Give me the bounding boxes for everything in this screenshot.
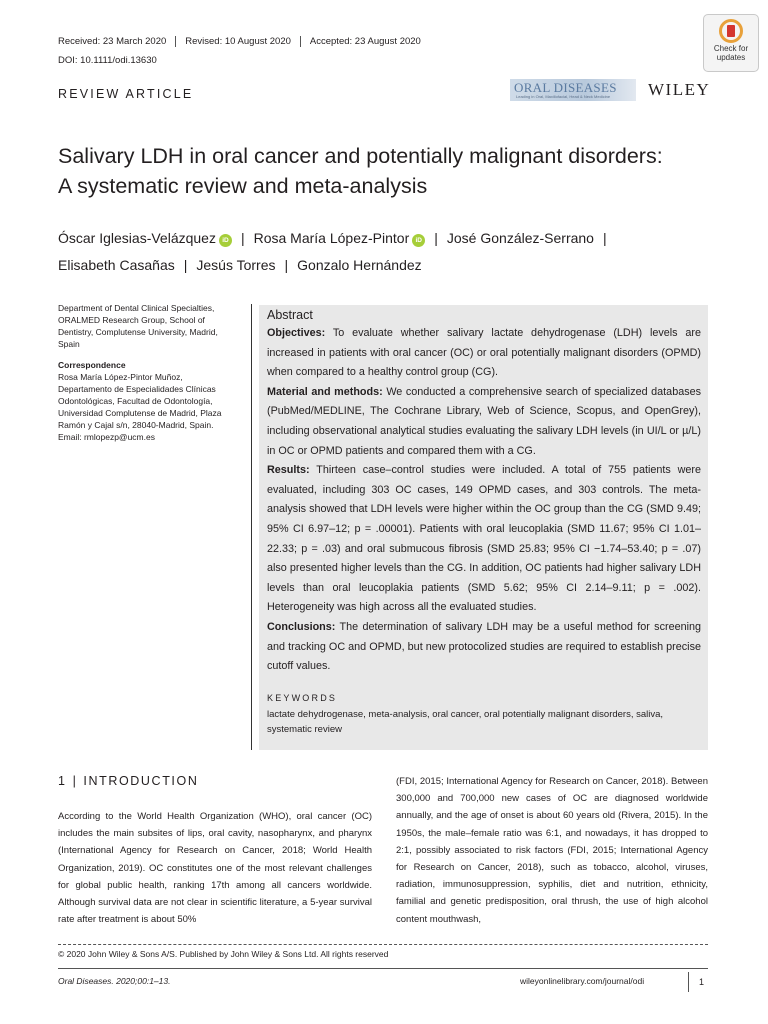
author-name[interactable]: Rosa María López-Pintor: [253, 230, 410, 246]
section-number: 1: [58, 774, 67, 788]
title-line-2: A systematic review and meta-analysis: [58, 174, 428, 198]
check-for-updates-button[interactable]: [703, 14, 759, 72]
conclusions-text: The determination of salivary LDH may be a useful method for screening and tracking OC and OPMD, but new protocolized studies are required to establish precise cutoff values.: [267, 620, 701, 673]
abstract-divider: [251, 304, 252, 750]
correspondence-address: Departamento de Especialidades Clínicas Odontológicas, Facultad de Odontología, Universidad Complutense de Madrid, Plaza Ramón y Cajal s/n, 28040-Madrid, Spain.: [58, 384, 222, 430]
separator: |: [72, 774, 78, 788]
article-title: [58, 141, 738, 201]
correspondence-email[interactable]: Email: rmlopezp@ucm.es: [58, 432, 155, 442]
abstract-results: [267, 461, 701, 618]
orcid-icon[interactable]: iD: [219, 234, 232, 247]
correspondence-name: Rosa María López-Pintor Muñoz,: [58, 372, 183, 382]
author-name[interactable]: Óscar Iglesias-Velázquez: [58, 230, 216, 246]
citation-text: Oral Diseases. 2020;00:1–13.: [58, 976, 171, 986]
abstract-title: Abstract: [267, 308, 313, 322]
received-date: Received: 23 March 2020: [58, 36, 167, 47]
abstract-box: [259, 305, 708, 750]
objectives-label: Objectives:: [267, 327, 326, 339]
journal-tagline: Leading in Oral, Maxillofacial, Head & Neck Medicine: [516, 94, 611, 99]
methods-label: Material and methods:: [267, 385, 383, 398]
footnote-divider: [58, 944, 708, 945]
journal-citation: [58, 976, 170, 986]
abstract-methods: [267, 383, 701, 461]
methods-text: We conducted a comprehensive search of specialized databases (PubMed/MEDLINE, The Cochrane Library, Web of Science, Scopus, and OpenGrey), including observational analytical studies evaluating the salivary LDH levels (in UI/L or µ/L) in OC or OPMD patients and compared them with a CG.: [267, 385, 701, 457]
affiliation-text: Department of Dental Clinical Specialties, ORALMED Research Group, School of Dentistry, Complutense University, Madrid, Spain: [58, 303, 218, 349]
author-name[interactable]: Gonzalo Hernández: [297, 257, 422, 273]
separator: |: [240, 230, 245, 246]
abstract-conclusions: [267, 618, 701, 677]
section-heading-introduction: [58, 774, 198, 788]
publisher-logo[interactable]: WILEY: [648, 80, 711, 99]
author-list: [58, 225, 738, 279]
journal-url[interactable]: wileyonlinelibrary.com/journal/odi: [520, 976, 645, 986]
journal-name: ORAL DISEASES: [514, 80, 617, 95]
separator: |: [183, 257, 188, 273]
conclusions-label: Conclusions:: [267, 620, 336, 633]
separator: |: [602, 230, 607, 246]
introduction-left-column: According to the World Health Organization (WHO), oral cancer (OC) includes the main subsites of lips, oral cavity, nasopharynx, and pharynx (International Agency for Research on Cancer, 2018; World Health Organization, 2019). OC constitutes one of the most relevant challenges for global public health, ranking 17th among all cancers worldwide. Although survival data are not clear in scientific literature, a 5-year survival rate after treatment is about 50%: [58, 811, 372, 926]
objectives-text: To evaluate whether salivary lactate dehydrogenase (LDH) levels are increased in patients with oral cancer (OC) or oral potentially malignant disorders (OPMD) when compared to a healthy control group (CG).: [267, 327, 701, 379]
revised-date: Revised: 10 August 2020: [175, 36, 300, 47]
doi[interactable]: DOI: 10.1111/odi.13630: [58, 55, 157, 66]
article-type: REVIEW ARTICLE: [58, 87, 194, 101]
separator: |: [434, 230, 438, 246]
page-number: 1: [688, 972, 704, 992]
correspondence-title: Correspondence: [58, 360, 126, 370]
abstract-objectives: [267, 324, 701, 383]
journal-logo[interactable]: [510, 79, 636, 101]
copyright-notice: © 2020 John Wiley & Sons A/S. Published by John Wiley & Sons Ltd. All rights reserved: [58, 949, 389, 959]
results-label: Results:: [267, 464, 310, 477]
keywords-title: KEYWORDS: [267, 692, 338, 703]
bookmark-icon: [719, 19, 743, 43]
accepted-date: Accepted: 23 August 2020: [300, 36, 430, 47]
footer-divider: [58, 968, 708, 969]
author-name[interactable]: José González-Serrano: [446, 230, 594, 246]
results-text: Thirteen case–control studies were included. A total of 755 patients were evaluated, including 303 OC cases, 149 OPMD cases, and 303 controls. The meta-analysis showed that LDH levels were higher within the OC group than the CG (SMD 9.49; 95% CI 6.97–12; p = .00001). Patients with oral leucoplakia (SMD 11.67; 95% CI 1.01–22.33; p = .03) and oral submucous fibrosis (SMD 25.83; 95% CI −1.74–53.40; p = .07) also presented higher levels than the CG. In addition, OC patients had higher salivary LDH levels than oral leucoplakia patients (SMD 5.62; 95% CI 2.14–9.11; p = .002). Heterogeneity was high across all the evaluated studies.: [267, 464, 701, 614]
title-line-1: Salivary LDH in oral cancer and potentially malignant disorders:: [58, 144, 663, 168]
section-title: INTRODUCTION: [83, 774, 199, 788]
article-dates: [58, 36, 430, 47]
introduction-right-column: (FDI, 2015; International Agency for Research on Cancer, 2018). Between 300,000 and 700,000 new cases of OC are diagnosed worldwide annually, and the age of onset is about 60 years old (Rivera, 2015). In the 1950s, the male–female ratio was 6:1, and nowadays, it has dropped to 2:1, possibly associated to risk factors (FDI, 2015; International Agency for Research on Cancer, 2018), such as tobacco, alcohol, viruses, radiation, immunosuppression, syphilis, diet and nutrition, ethnicity, familial and genetic predisposition, oral thrush, the use of high alcohol content mouthwash,: [396, 776, 708, 925]
affiliations: [58, 302, 238, 443]
author-name[interactable]: Jesús Torres: [196, 257, 276, 273]
author-name[interactable]: Elisabeth Casañas: [58, 257, 175, 273]
keywords-text: lactate dehydrogenase, meta-analysis, oral cancer, oral potentially malignant disorders, saliva, systematic review: [267, 708, 664, 735]
check-for-updates-label: Check for updates: [713, 44, 749, 62]
orcid-icon[interactable]: iD: [412, 234, 425, 247]
correspondence: [58, 359, 238, 443]
separator: |: [284, 257, 289, 273]
